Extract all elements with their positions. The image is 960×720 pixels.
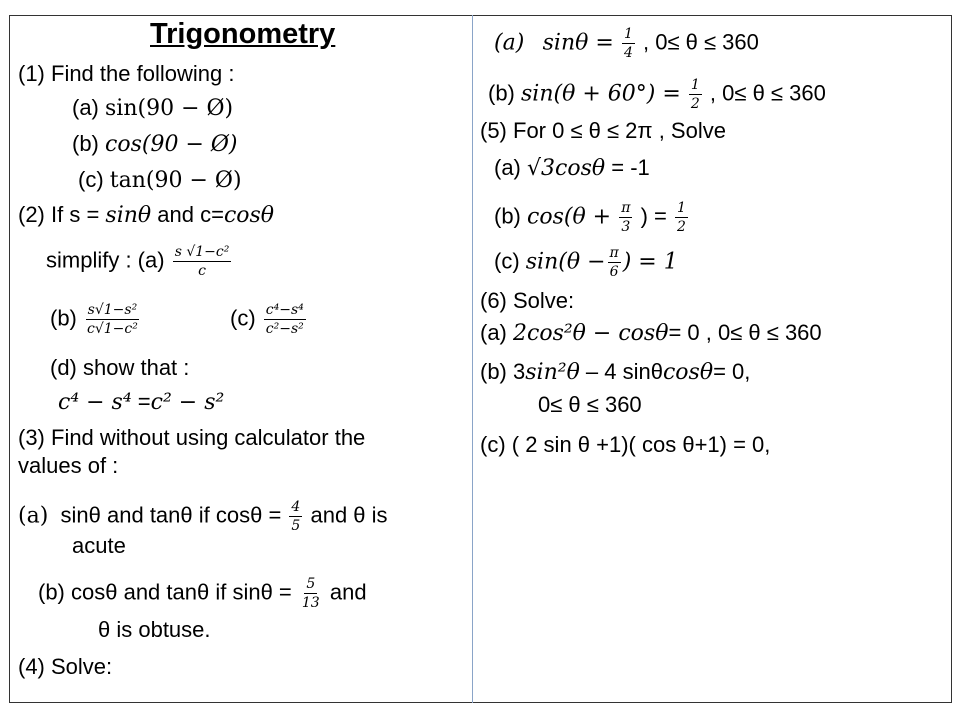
q2-d-lhs: c⁴ − s⁴ (58, 390, 132, 415)
q6-a-label: (a) (480, 320, 513, 345)
q3-line2: values of : (18, 453, 119, 478)
q5-c-label: (c) (494, 248, 526, 274)
q5-a-label: (a) (494, 155, 527, 180)
q5-b-expr: cos(θ + (527, 204, 612, 230)
q1-b (72, 131, 238, 158)
q3-b-post: and (329, 579, 367, 605)
q4-a-label: (a) (494, 30, 525, 56)
q4-b (488, 77, 826, 112)
q1-b-expr: cos(90 − Ø) (105, 132, 238, 157)
q2-c-den: c²−s² (265, 321, 304, 337)
q2-and: and c= (151, 202, 224, 227)
q4-a-den: 4 (623, 45, 633, 61)
q3-b-fraction (300, 576, 322, 611)
q5-a-rhs: = -1 (605, 155, 650, 180)
q6-b-label: (b) 3 (480, 359, 526, 384)
q1-heading: (1) Find the following : (18, 61, 235, 86)
q4-a-fraction (622, 26, 635, 61)
q2-b-den: c√1−c² (87, 321, 138, 337)
q2-d-identity (58, 389, 224, 416)
q5-b-rhs-fraction (675, 200, 688, 235)
q5-b-num: π (621, 200, 631, 216)
q5-c-fraction (608, 245, 621, 280)
q4-b-num: 1 (690, 77, 700, 93)
q5-c-den: 6 (609, 264, 619, 280)
q2-a-den: c (198, 263, 206, 279)
q6-a-expr: 2cos²θ − cosθ (513, 321, 669, 346)
q1-c-label: (c) (78, 167, 104, 192)
q2-intro-text: (2) If s = (18, 202, 106, 227)
q5-b (494, 200, 690, 235)
q4-a-expr: sinθ = (542, 30, 614, 56)
q3-a-post: and θ is (310, 502, 388, 528)
q4-a (494, 26, 759, 61)
q3-line1: (3) Find without using calculator the (18, 425, 366, 450)
q3-a-fraction (289, 499, 302, 534)
q2-c-label: (c) (230, 305, 256, 331)
q2-intro (18, 202, 274, 229)
q5-c-rhs: ) = 1 (622, 249, 678, 275)
q2-s-expr: sinθ (105, 203, 152, 228)
q3-b-pre: (b) cosθ and tanθ if sinθ = (38, 579, 292, 605)
q6-b-rhs: = 0, (713, 359, 751, 384)
q6-b (480, 359, 750, 386)
q2-b-label: (b) (50, 305, 77, 331)
q6-b-expr: sin²θ (525, 360, 580, 385)
q5-b-fraction (619, 200, 632, 235)
q4-a-num: 1 (623, 26, 633, 42)
q2-simplify-label: simplify : (a) (46, 247, 165, 273)
q3-a-label: (a) (18, 503, 49, 529)
q2-d-rhs: c² − s² (150, 390, 225, 415)
page-title: Trigonometry (150, 18, 336, 50)
q2-b-fraction (85, 302, 140, 337)
q5-a-expr: √3cosθ (527, 156, 606, 181)
q2-simplify (46, 244, 233, 279)
q6-b-range: 0≤ θ ≤ 360 (538, 392, 642, 417)
q3-b-num: 5 (306, 576, 316, 592)
q1-a-label: (a) (72, 95, 99, 120)
q4-b-range: , 0≤ θ ≤ 360 (709, 80, 826, 106)
q6-b-expr2: cosθ (662, 360, 714, 385)
q6-a (480, 320, 822, 347)
q6-b-mid: – 4 sinθ (579, 359, 663, 384)
q2-c (230, 302, 308, 337)
q4-b-label: (b) (488, 80, 521, 106)
q5-c-num: π (609, 245, 619, 261)
q3-b-den: 13 (301, 595, 320, 611)
q2-c-num: c⁴−s⁴ (265, 302, 304, 318)
q4-b-fraction (689, 77, 702, 112)
q5-c (494, 245, 678, 280)
q1-a (72, 95, 233, 122)
q5-c-expr: sin(θ − (525, 249, 606, 275)
column-divider (472, 15, 473, 703)
q3-a-line2: acute (72, 533, 126, 558)
q6-heading: (6) Solve: (480, 288, 575, 313)
q1-c (78, 167, 242, 194)
q2-b (50, 302, 142, 337)
q1-a-expr: sin(90 − Ø) (105, 96, 234, 121)
q3-b (38, 576, 367, 611)
q4-b-expr: sin(θ + 60°) = (521, 81, 681, 107)
q1-c-expr: tan(90 − Ø) (109, 168, 242, 193)
q3-a (18, 499, 388, 534)
q4-b-den: 2 (690, 96, 700, 112)
q6-c: (c) ( 2 sin θ +1)( cos θ+1) = 0, (480, 432, 771, 457)
q3-a-den: 5 (291, 518, 301, 534)
q5-heading: (5) For 0 ≤ θ ≤ 2π , Solve (480, 118, 726, 143)
q5-b-rhs: ) = (640, 203, 667, 229)
q2-c-fraction (264, 302, 306, 337)
q4-heading: (4) Solve: (18, 654, 113, 679)
q2-a-num: s √1−c² (174, 244, 230, 260)
q1-b-label: (b) (72, 131, 99, 156)
q3-a-num: 4 (291, 499, 301, 515)
q3-a-pre: sinθ and tanθ if cosθ = (60, 502, 282, 528)
q5-b-rden: 2 (677, 219, 686, 235)
q5-b-rnum: 1 (677, 200, 686, 216)
q2-d-label: (d) show that : (50, 355, 190, 380)
q4-a-range: , 0≤ θ ≤ 360 (642, 29, 759, 55)
q2-b-num: s√1−s² (87, 302, 138, 318)
q5-b-label: (b) (494, 203, 527, 229)
q5-b-den: 3 (621, 219, 631, 235)
q2-d-eq: = (131, 389, 151, 414)
q5-a (494, 155, 650, 182)
q3-b-line2: θ is obtuse. (98, 617, 211, 642)
q2-c-expr: cosθ (223, 203, 275, 228)
q6-a-rhs: = 0 , 0≤ θ ≤ 360 (668, 320, 822, 345)
q2-a-fraction (173, 244, 232, 279)
